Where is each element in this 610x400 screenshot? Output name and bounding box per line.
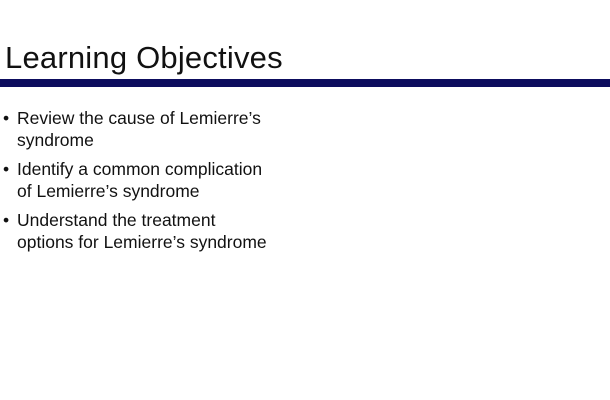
bullet-item [0, 209, 300, 253]
bullet-text: Understand the treatment options for Lemierre’s syndrome [17, 210, 267, 252]
bullet-item [0, 107, 300, 151]
bullet-text: Review the cause of Lemierre’s syndrome [17, 108, 261, 150]
bullet-icon: • [3, 159, 10, 179]
bullet-icon: • [3, 210, 10, 230]
slide-title: Learning Objectives [5, 40, 283, 75]
bullet-icon: • [3, 108, 10, 128]
title-divider [0, 79, 610, 87]
bullet-text: Identify a common complication of Lemierre’s syndrome [17, 159, 263, 201]
bullet-list [0, 107, 300, 260]
bullet-item [0, 158, 300, 202]
